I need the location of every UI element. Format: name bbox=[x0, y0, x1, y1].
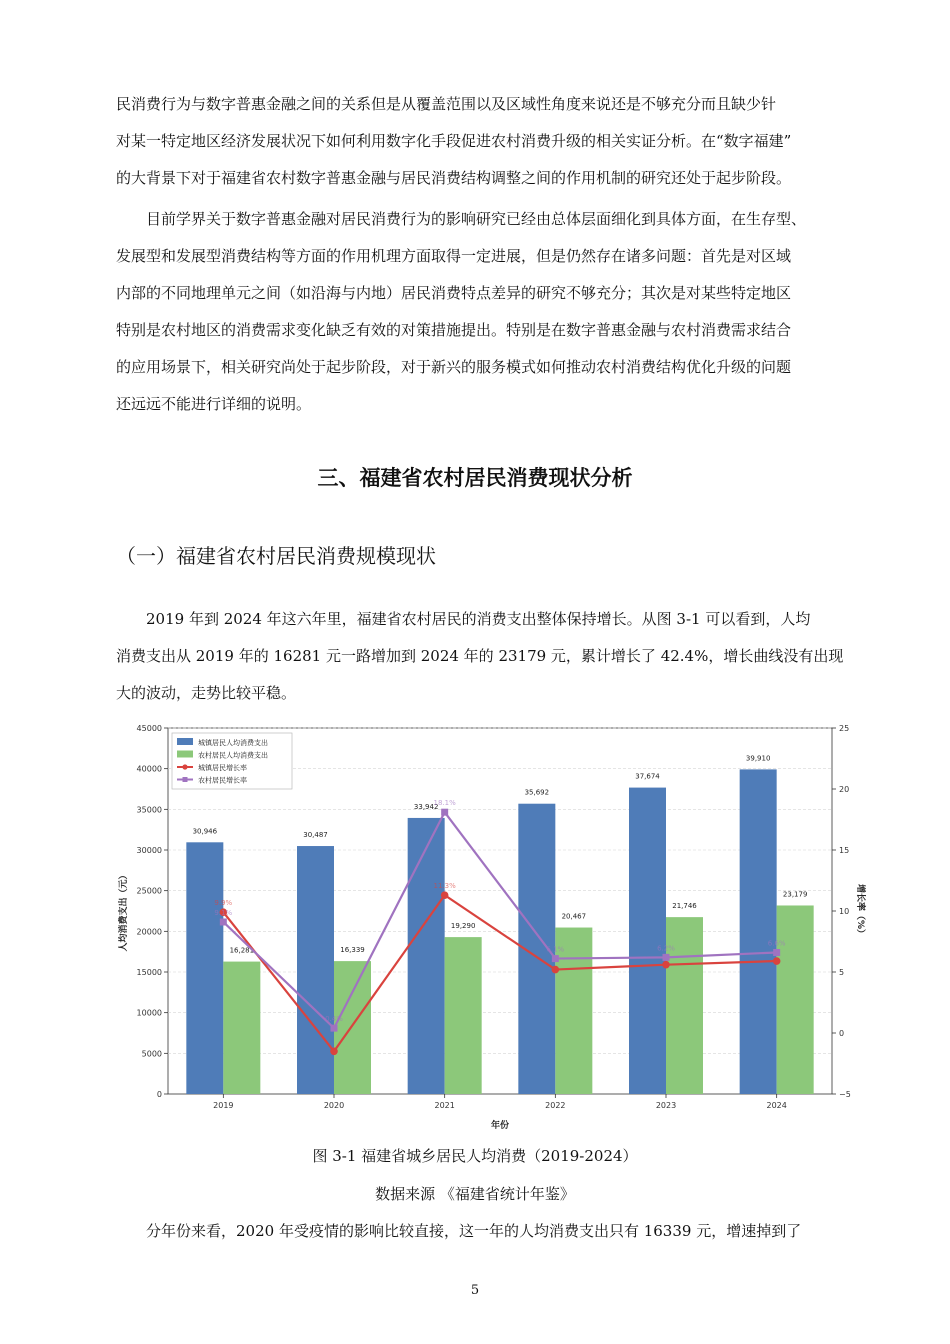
paragraph-line: 还远远不能进行详细的说明。 bbox=[116, 395, 312, 413]
legend-label: 农村居民增长率 bbox=[198, 776, 247, 785]
x-tick-label: 2024 bbox=[766, 1101, 787, 1110]
x-tick-label: 2019 bbox=[213, 1101, 234, 1110]
line-data-label: 18.1% bbox=[433, 799, 456, 808]
line-marker bbox=[663, 954, 670, 961]
bar bbox=[629, 788, 666, 1094]
consumption-chart bbox=[112, 713, 872, 1138]
paragraph-3 bbox=[116, 601, 866, 712]
x-tick-label: 2020 bbox=[323, 1101, 345, 1110]
y2-axis-title: 增长率（%） bbox=[855, 883, 865, 939]
line-data-label: 6.6% bbox=[767, 939, 786, 948]
bar bbox=[297, 846, 334, 1094]
bar-data-label: 20,467 bbox=[561, 912, 587, 921]
paragraph-line: 的大背景下对于福建省农村数字普惠金融与居民消费结构调整之间的作用机制的研究还处于起步阶段。 bbox=[116, 169, 792, 187]
line-data-label: 6.1% bbox=[546, 945, 565, 954]
paragraph-line: 特别是农村地区的消费需求变化缺乏有效的对策措施提出。特别是在数字普惠金融与农村消费需求结合 bbox=[116, 321, 792, 339]
line-data-label: 0.4% bbox=[325, 1015, 343, 1024]
bar bbox=[223, 962, 260, 1094]
line-marker bbox=[662, 961, 670, 969]
y-axis-title: 人均消费支出（元） bbox=[119, 870, 129, 952]
line-marker bbox=[330, 1048, 338, 1056]
line-marker bbox=[441, 891, 449, 899]
legend-swatch bbox=[177, 738, 193, 745]
y-tick-label: 15000 bbox=[136, 968, 162, 977]
line-marker bbox=[552, 966, 560, 974]
line-marker bbox=[552, 955, 559, 962]
y-tick-label: 10000 bbox=[136, 1008, 162, 1018]
paragraph-line: 民消费行为与数字普惠金融之间的关系但是从覆盖范围以及区域性角度来说还是不够充分而且缺少针 bbox=[116, 95, 777, 113]
y2-tick-label: 0 bbox=[839, 1029, 845, 1038]
legend-label: 农村居民人均消费支出 bbox=[198, 751, 268, 760]
bar bbox=[334, 961, 371, 1094]
y-tick-label: 30000 bbox=[136, 846, 162, 855]
bar-data-label: 16,339 bbox=[340, 946, 365, 955]
x-tick-label: 2021 bbox=[434, 1101, 455, 1110]
bar bbox=[408, 818, 445, 1094]
y-tick-label: 40000 bbox=[136, 764, 162, 774]
line-data-label: 11.3% bbox=[433, 882, 456, 891]
paragraph-line: 目前学界关于数字普惠金融对居民消费行为的影响研究已经由总体层面细化到具体方面，在生存型、 bbox=[146, 210, 807, 228]
paragraph-line: 2019 年到 2024 年这六年里，福建省农村居民的消费支出整体保持增长。从图 3-1 可以看到，人均 bbox=[146, 610, 811, 628]
bar bbox=[445, 937, 482, 1094]
subsection-title: （一）福建省农村居民消费规模现状 bbox=[116, 544, 436, 568]
legend-marker bbox=[182, 764, 187, 769]
y-tick-label: 25000 bbox=[136, 886, 162, 896]
bar-data-label: 21,746 bbox=[672, 902, 697, 911]
legend-swatch bbox=[177, 751, 193, 758]
y-tick-label: 35000 bbox=[136, 805, 162, 815]
paragraph-line: 发展型和发展型消费结构等方面的作用机理方面取得一定进展，但是仍然存在诸多问题：首先是对区域 bbox=[116, 247, 792, 265]
paragraph-line: 的应用场景下，相关研究尚处于起步阶段，对于新兴的服务模式如何推动农村消费结构优化升级的问题 bbox=[116, 358, 792, 376]
y2-tick-label: −5 bbox=[839, 1090, 851, 1099]
line-data-label: 6.2% bbox=[657, 944, 675, 953]
y-tick-label: 20000 bbox=[136, 927, 162, 937]
paragraph-line: 对某一特定地区经济发展状况下如何利用数字化手段促进农村消费升级的相关实证分析。在“数字福建” bbox=[116, 132, 792, 150]
bar-data-label: 39,910 bbox=[745, 754, 771, 763]
paragraph-line: 消费支出从 2019 年的 16281 元一路增加到 2024 年的 23179 元，累计增长了 42.4%，增长曲线没有出现 bbox=[116, 647, 844, 665]
bar-data-label: 35,692 bbox=[524, 788, 550, 797]
bar-data-label: 33,942 bbox=[413, 802, 439, 811]
x-tick-label: 2023 bbox=[655, 1101, 677, 1110]
line-marker bbox=[220, 918, 227, 925]
y2-tick-label: 10 bbox=[839, 907, 850, 916]
chart-svg bbox=[112, 713, 872, 1138]
bar-data-label: 30,487 bbox=[303, 831, 328, 840]
figure-caption: 图 3-1 福建省城乡居民人均消费（2019-2024） bbox=[312, 1147, 638, 1165]
line-marker bbox=[773, 957, 781, 965]
paragraph-1 bbox=[116, 86, 866, 197]
bar bbox=[186, 842, 223, 1094]
figure-source: 数据来源 《福建省统计年鉴》 bbox=[375, 1185, 575, 1203]
line-data-label: 9.1% bbox=[214, 908, 233, 917]
bar bbox=[777, 905, 814, 1094]
y-tick-label: 45000 bbox=[136, 724, 162, 733]
y2-tick-label: 15 bbox=[839, 846, 850, 855]
legend-label: 城镇居民增长率 bbox=[198, 764, 247, 772]
line-marker bbox=[331, 1025, 338, 1032]
y-tick-label: 0 bbox=[156, 1090, 162, 1099]
bar-data-label: 30,946 bbox=[192, 827, 218, 836]
y2-tick-label: 5 bbox=[839, 968, 845, 977]
legend-marker bbox=[183, 777, 188, 782]
y2-tick-label: 25 bbox=[839, 724, 850, 733]
line-data-label: 9.9% bbox=[214, 899, 233, 908]
y2-tick-label: 20 bbox=[839, 785, 850, 794]
bar-data-label: 37,674 bbox=[635, 772, 660, 781]
x-axis-title: 年份 bbox=[490, 1121, 510, 1131]
legend-label: 城镇居民人均消费支出 bbox=[198, 739, 268, 747]
paragraph-4 bbox=[116, 1213, 866, 1250]
page-number: 5 bbox=[470, 1283, 480, 1298]
paragraph-2 bbox=[116, 201, 866, 423]
line-marker bbox=[441, 809, 448, 816]
paragraph-line: 大的波动，走势比较平稳。 bbox=[116, 684, 297, 702]
x-tick-label: 2022 bbox=[545, 1101, 566, 1110]
bar-data-label: 16,281 bbox=[229, 946, 255, 955]
paragraph-line: 分年份来看，2020 年受疫情的影响比较直接，这一年的人均消费支出只有 16339 元，增速掉到了 bbox=[146, 1222, 802, 1240]
section-title: 三、福建省农村居民消费现状分析 bbox=[317, 466, 633, 490]
bar bbox=[740, 769, 777, 1094]
y-tick-label: 5000 bbox=[141, 1049, 162, 1059]
bar-data-label: 19,290 bbox=[450, 922, 476, 931]
line-marker bbox=[773, 949, 780, 956]
paragraph-line: 内部的不同地理单元之间（如沿海与内地）居民消费特点差异的研究不够充分；其次是对某些特定地区 bbox=[116, 284, 792, 302]
bar-data-label: 23,179 bbox=[782, 890, 808, 899]
